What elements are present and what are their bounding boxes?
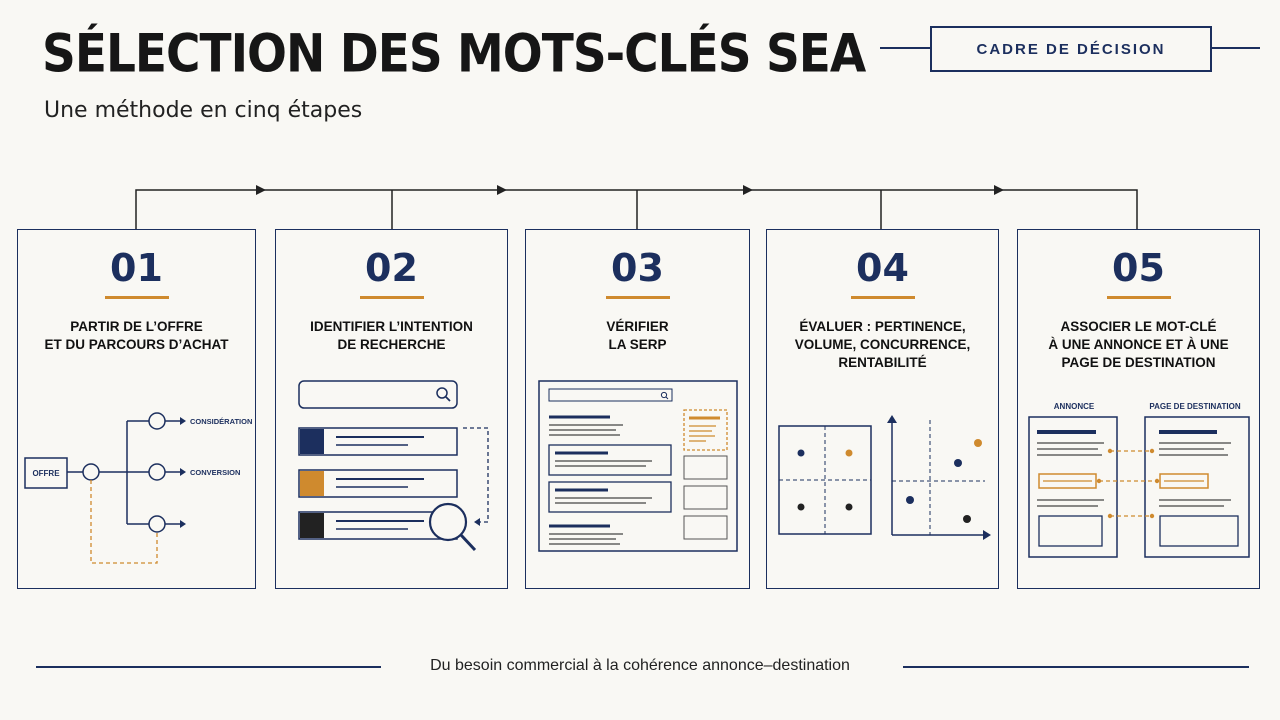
search-icon <box>437 388 450 401</box>
flow-connector <box>0 0 1280 240</box>
ad-landing-mapping-illustration <box>1018 230 1261 590</box>
step-card-01 <box>17 229 256 589</box>
step-number: 04 <box>856 246 909 290</box>
flow-arrow-icon <box>994 185 1004 195</box>
purchase-journey-diagram <box>18 230 257 590</box>
branch-label: CONVERSION <box>190 468 241 477</box>
evaluation-matrix-illustration <box>767 230 1000 590</box>
step-card-02 <box>275 229 508 589</box>
magnifier-icon <box>430 504 475 550</box>
decision-frame-badge: CADRE DE DÉCISION <box>930 26 1212 72</box>
landing-page-label: PAGE DE DESTINATION <box>1149 402 1241 411</box>
step-card-03 <box>525 229 750 589</box>
step-label: ÉVALUER : PERTINENCE, VOLUME, CONCURRENCE, RENTABILITÉ <box>794 319 971 370</box>
step-label: VÉRIFIER LA SERP <box>606 319 669 352</box>
ad-label: ANNONCE <box>1053 402 1095 411</box>
search-intent-illustration <box>276 230 509 590</box>
search-icon <box>661 392 668 399</box>
flow-arrow-icon <box>497 185 507 195</box>
step-number: 03 <box>611 246 664 290</box>
step-number: 05 <box>1112 246 1165 290</box>
serp-illustration <box>526 230 751 590</box>
step-number: 02 <box>365 246 418 290</box>
flow-arrow-icon <box>743 185 753 195</box>
flow-arrow-icon <box>256 185 266 195</box>
axis-arrow-icon <box>887 415 897 423</box>
step-card-05 <box>1017 229 1260 589</box>
journey-start-label: OFFRE <box>32 469 60 478</box>
page-title: SÉLECTION DES MOTS-CLÉS SEA <box>42 23 866 86</box>
step-label: PARTIR DE L’OFFRE ET DU PARCOURS D’ACHAT <box>44 319 229 352</box>
branch-label: CONSIDÉRATION <box>190 417 253 426</box>
search-bar <box>299 381 457 408</box>
step-number: 01 <box>110 246 163 290</box>
footer-caption: Du besoin commercial à la cohérence annonce–destination <box>0 657 1280 675</box>
axis-arrow-icon <box>983 530 991 540</box>
step-label: ASSOCIER LE MOT-CLÉ À UNE ANNONCE ET À UNE PAGE DE DESTINATION <box>1048 319 1229 370</box>
step-card-04 <box>766 229 999 589</box>
page-subtitle: Une méthode en cinq étapes <box>44 98 363 123</box>
step-label: IDENTIFIER L’INTENTION DE RECHERCHE <box>310 319 473 352</box>
